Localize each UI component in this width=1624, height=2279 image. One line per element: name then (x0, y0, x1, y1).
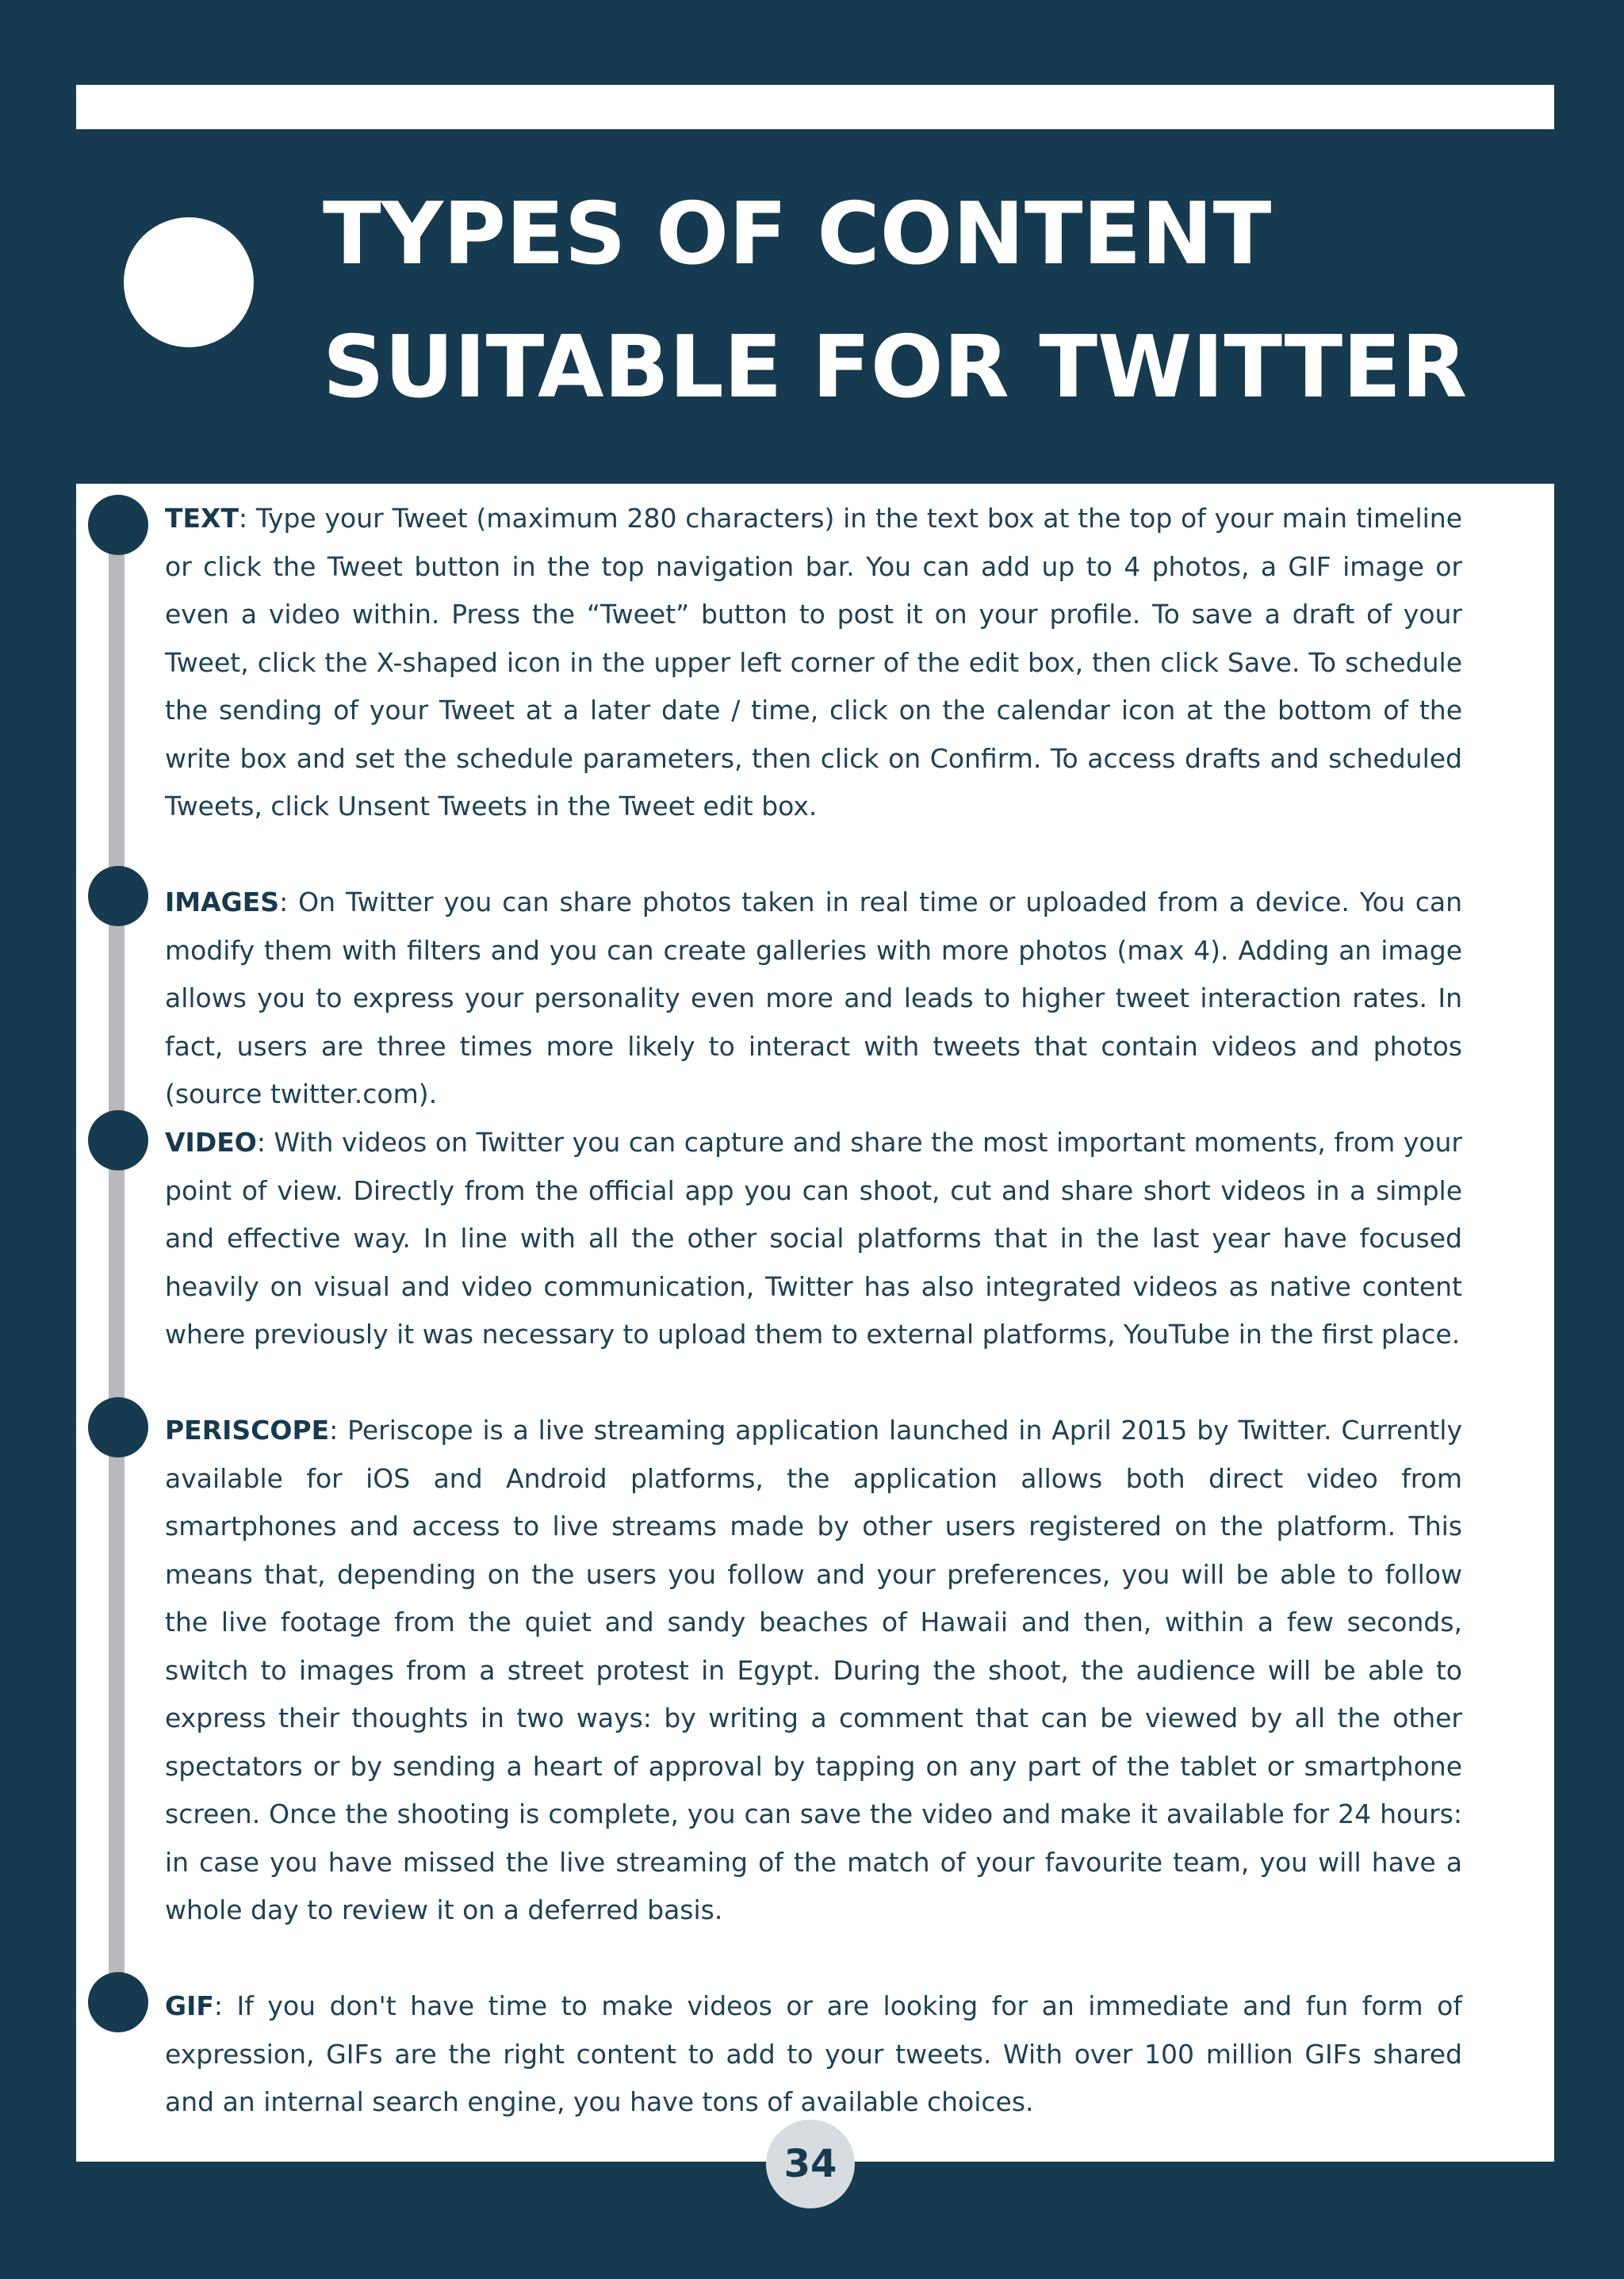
section-periscope-body: : Periscope is a live streaming application launched in April 2015 by Twitter. Currently available for iOS and Android platforms, the application allows both direct video from smartphones and access to live streams made by other users registered on the platform. This means that, depending on the users you follow and your preferences, you will be able to follow the live footage from the quiet and sandy beaches of Hawaii and then, within a few seconds, switch to images from a street protest in Egypt. During the shoot, the audience will be able to express their thoughts in two ways: by writing a comment that can be viewed by all the other spectators or by sending a heart of approval by tapping on any part of the tablet or smartphone screen. Once the shooting is complete, you can save the video and make it available for 24 hours: in case you have missed the live streaming of the match of your favourite team, you will have a whole day to review it on a deferred basis. (165, 1415, 1462, 1925)
header-bar (76, 85, 1554, 129)
timeline-dot-text (88, 495, 148, 555)
page-title-line-1: TYPES OF CONTENT (323, 185, 1272, 284)
timeline-dot-periscope (88, 1397, 148, 1457)
section-video-body: : With videos on Twitter you can capture and share the most important moments, from your point of view. Directly from the official app you can shoot, cut and share short videos in a simple and effective way. In line with all the other social platforms that in the last year have focused heavily on visual and video communication, Twitter has also integrated videos as native content where previously it was necessary to upload them to external platforms, YouTube in the first place. (165, 1127, 1462, 1350)
section-text-label: TEXT (165, 503, 239, 534)
section-video (165, 1119, 1462, 1359)
section-video-label: VIDEO (165, 1127, 257, 1158)
page-title (323, 168, 1560, 435)
timeline-dot-gif (88, 1972, 148, 2032)
timeline-dot-video (88, 1110, 148, 1170)
section-gif (165, 1982, 1462, 2127)
section-periscope (165, 1407, 1462, 1935)
section-images (165, 879, 1462, 1119)
section-images-body: : On Twitter you can share photos taken in real time or uploaded from a device. You can modify them with filters and you can create galleries with more photos (max 4). Adding an image allows you to express your personality even more and leads to higher tweet interaction rates. In fact, users are three times more likely to interact with tweets that contain videos and photos (source twitter.com). (165, 887, 1462, 1109)
timeline-dot-images (88, 866, 148, 926)
section-images-label: IMAGES (165, 887, 280, 917)
section-text-body: : Type your Tweet (maximum 280 characters) in the text box at the top of your main timeline or click the Tweet button in the top navigation bar. You can add up to 4 photos, a GIF image or even a video within. Press the “Tweet” button to post it on your profile. To save a draft of your Tweet, click the X-shaped icon in the upper left corner of the edit box, then click Save. To schedule the sending of your Tweet at a later date / time, click on the calendar icon at the bottom of the write box and set the schedule parameters, then click on Confirm. To access drafts and scheduled Tweets, click Unsent Tweets in the Tweet edit box. (165, 503, 1462, 822)
section-gif-body: : If you don't have time to make videos or are looking for an immediate and fun form of expression, GIFs are the right content to add to your tweets. With over 100 million GIFs shared and an internal search engine, you have tons of available choices. (165, 1990, 1462, 2117)
page-number-badge: 34 (766, 2120, 855, 2208)
section-gif-label: GIF (165, 1990, 214, 2021)
timeline-line (109, 531, 124, 2002)
title-decoration-circle (124, 217, 254, 347)
page-title-line-2: SUITABLE FOR TWITTER (323, 318, 1468, 417)
section-periscope-label: PERISCOPE (165, 1415, 330, 1446)
section-text (165, 495, 1462, 831)
